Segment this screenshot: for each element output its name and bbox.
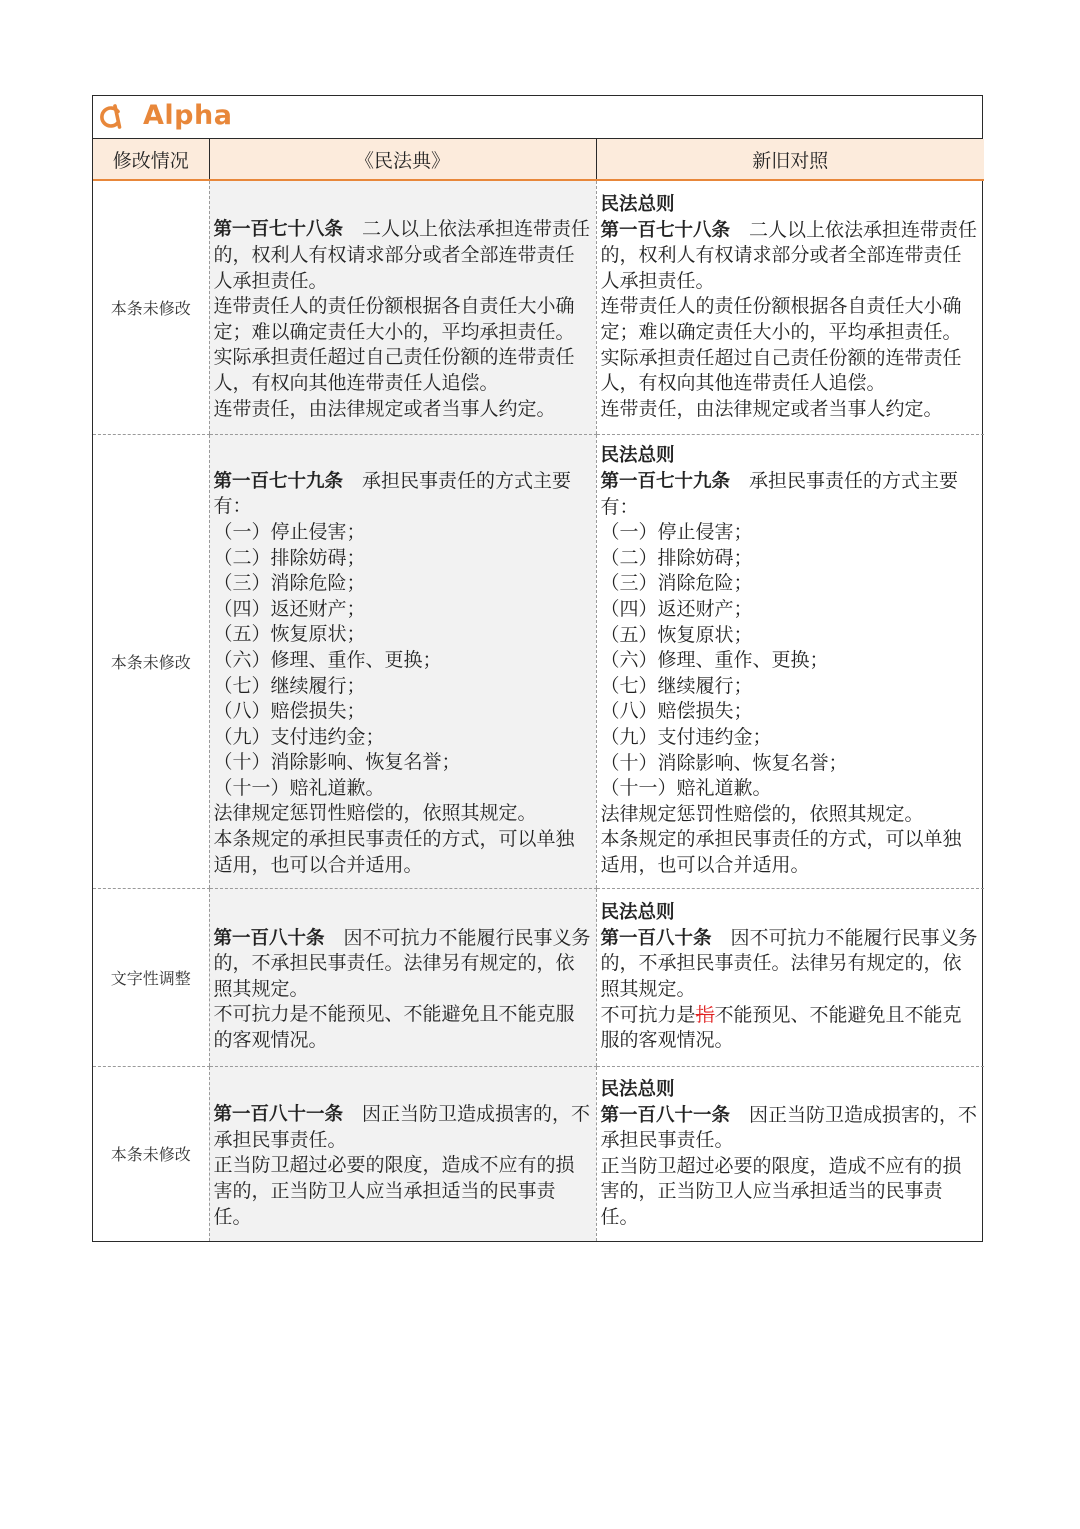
- list-item: （六）修理、重作、更换；: [600, 649, 829, 672]
- table-row: [93, 434, 984, 888]
- list-item: （十一）赔礼道歉。: [600, 777, 772, 800]
- list-item: （一）停止侵害；: [600, 521, 753, 544]
- article-lead: 因不可抗力不能履行民事义务的，不承担民事责任。法律另有规定的，依照其规定。: [213, 926, 591, 1000]
- list-item: （九）支付违约金；: [600, 725, 772, 748]
- paragraph: 不可抗力是不能预见、不能避免且不能克服的客观情况。: [213, 1003, 575, 1051]
- article-lead: 二人以上依法承担连带责任的，权利人有权请求部分或者全部连带责任人承担责任。: [213, 218, 591, 292]
- status-cell: 本条未修改: [93, 434, 209, 888]
- list-item: （八）赔偿损失；: [213, 700, 366, 723]
- comparison-sheet: [92, 95, 983, 1242]
- civil-code-cell: [209, 180, 596, 434]
- paragraph: 本条规定的承担民事责任的方式，可以单独适用，也可以合并适用。: [600, 828, 962, 876]
- list-item: （四）返还财产；: [600, 598, 753, 621]
- article-lead: 承担民事责任的方式主要有：: [600, 470, 959, 518]
- deleted-text: 指: [695, 1003, 715, 1026]
- paragraph: 连带责任人的责任份额根据各自责任大小确定；难以确定责任大小的，平均承担责任。实际承担责任超过自己责任份额的连带责任人，有权向其他连带责任人追偿。: [213, 295, 575, 394]
- section-label: 民法总则: [600, 445, 675, 467]
- paragraph: 连带责任人的责任份额根据各自责任大小确定；难以确定责任大小的，平均承担责任。实际承担责任超过自己责任份额的连带责任人，有权向其他连带责任人追偿。: [600, 295, 962, 395]
- compare-cell: [596, 180, 984, 434]
- status-cell: 本条未修改: [93, 180, 209, 434]
- paragraph: 法律规定惩罚性赔偿的，依照其规定。: [213, 802, 537, 825]
- article-lead: 承担民事责任的方式主要有：: [213, 469, 572, 518]
- article-number: 第一百八十条: [600, 927, 712, 949]
- compare-cell: [596, 888, 984, 1066]
- paragraph: 连带责任，由法律规定或者当事人约定。: [213, 397, 556, 420]
- article-lead: 因不可抗力不能履行民事义务的，不承担民事责任。法律另有规定的，依照其规定。: [600, 926, 978, 1000]
- paragraph: 法律规定惩罚性赔偿的，依照其规定。: [600, 802, 924, 825]
- list-item: （一）停止侵害；: [213, 520, 366, 543]
- article-number: 第一百八十一条: [600, 1104, 731, 1126]
- civil-code-cell: [209, 434, 596, 888]
- section-label: 民法总则: [600, 902, 675, 924]
- table-header-row: [93, 139, 984, 180]
- alpha-logo-icon: [99, 102, 129, 132]
- list-item: （九）支付违约金；: [213, 725, 385, 748]
- paragraph: 连带责任，由法律规定或者当事人约定。: [600, 397, 943, 420]
- compare-cell: [596, 434, 984, 888]
- table-row: [93, 180, 984, 434]
- list-item: （十）消除影响、恢复名誉；: [213, 751, 461, 774]
- list-item: （三）消除危险；: [600, 572, 753, 595]
- list-item: （十）消除影响、恢复名誉；: [600, 751, 848, 774]
- header-status: 修改情况: [93, 139, 209, 180]
- list-item: （七）继续履行；: [600, 674, 753, 697]
- list-item: （七）继续履行；: [213, 674, 366, 697]
- table-row: [93, 1066, 984, 1241]
- compare-cell: [596, 1066, 984, 1241]
- civil-code-cell: [209, 888, 596, 1066]
- list-item: （八）赔偿损失；: [600, 700, 753, 723]
- paragraph: 正当防卫超过必要的限度，造成不应有的损害的，正当防卫人应当承担适当的民事责任。: [600, 1154, 962, 1228]
- article-lead: 二人以上依法承担连带责任的，权利人有权请求部分或者全部连带责任人承担责任。: [600, 218, 978, 292]
- article-lead: 因正当防卫造成损害的，不承担民事责任。: [213, 1103, 591, 1151]
- list-item: （五）恢复原状；: [213, 623, 366, 646]
- list-item: （二）排除妨碍；: [213, 546, 366, 569]
- table-row: [93, 888, 984, 1066]
- status-cell: 文字性调整: [93, 888, 209, 1066]
- article-lead: 因正当防卫造成损害的，不承担民事责任。: [600, 1103, 978, 1152]
- list-item: （十一）赔礼道歉。: [213, 776, 385, 799]
- section-label: 民法总则: [600, 1078, 675, 1100]
- list-item: （六）修理、重作、更换；: [213, 648, 442, 671]
- status-cell: 本条未修改: [110, 1145, 191, 1165]
- header-civil-code: 《民法典》: [209, 139, 596, 180]
- article-number: 第一百七十九条: [213, 470, 344, 492]
- article-number: 第一百八十一条: [213, 1104, 344, 1126]
- comparison-table: [93, 139, 984, 1241]
- edit-text-after: 不能预见、不能避免且不能克服的客观情况。: [600, 1003, 962, 1052]
- list-item: （四）返还财产；: [213, 597, 366, 620]
- edit-text-before: 不可抗力是: [600, 1003, 696, 1026]
- article-number: 第一百七十八条: [600, 219, 731, 241]
- section-label: 民法总则: [600, 194, 675, 216]
- civil-code-cell: [209, 1066, 596, 1241]
- list-item: （三）消除危险；: [213, 572, 366, 595]
- article-number: 第一百七十九条: [600, 471, 731, 493]
- brand-header: [93, 96, 982, 139]
- article-number: 第一百七十八条: [213, 219, 344, 241]
- header-compare: 新旧对照: [596, 139, 984, 180]
- paragraph: 正当防卫超过必要的限度，造成不应有的损害的，正当防卫人应当承担适当的民事责任。: [213, 1154, 575, 1228]
- brand-name: Alpha: [143, 100, 233, 131]
- list-item: （二）排除妨碍；: [600, 546, 753, 569]
- paragraph: 本条规定的承担民事责任的方式，可以单独适用，也可以合并适用。: [213, 828, 575, 876]
- article-number: 第一百八十条: [213, 927, 325, 949]
- edited-paragraph: [601, 1003, 981, 1054]
- list-item: （五）恢复原状；: [600, 623, 753, 646]
